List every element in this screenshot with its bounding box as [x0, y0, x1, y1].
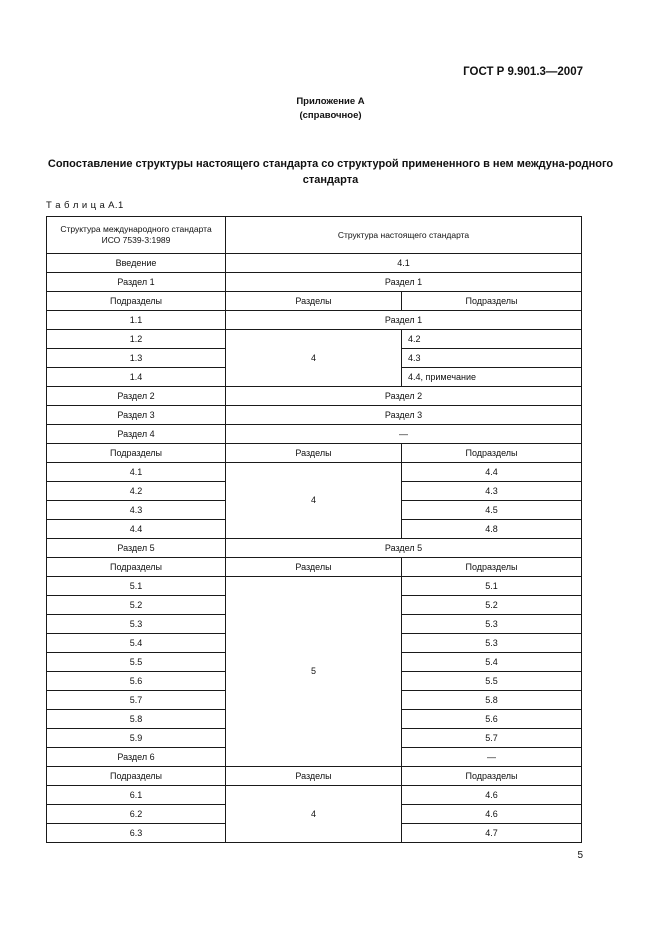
page-number: 5	[577, 850, 583, 861]
header-this-structure: Структура настоящего стандарта	[226, 217, 582, 254]
cell-this: Раздел 1	[226, 273, 582, 292]
cell-intl: 6.2	[47, 805, 226, 824]
cell-intl: 5.6	[47, 672, 226, 691]
table-row	[47, 273, 582, 292]
subheader-sections: Разделы	[226, 444, 402, 463]
cell-intl: 4.4	[47, 520, 226, 539]
cell-subsection: 5.7	[402, 729, 582, 748]
table-row	[47, 425, 582, 444]
cell-this: Раздел 3	[226, 406, 582, 425]
cell-intl: 5.5	[47, 653, 226, 672]
table-row	[47, 311, 582, 330]
table-subheader-row	[47, 292, 582, 311]
standard-code: ГОСТ Р 9.901.3—2007	[463, 66, 583, 78]
cell-intl: 1.3	[47, 349, 226, 368]
cell-subsection: 5.3	[402, 634, 582, 653]
cell-section: 5	[226, 577, 402, 767]
appendix-heading	[0, 95, 661, 123]
cell-intl: 5.1	[47, 577, 226, 596]
cell-section: 4	[226, 463, 402, 539]
cell-intl: 4.2	[47, 482, 226, 501]
cell-intl: Раздел 2	[47, 387, 226, 406]
header-intl-structure: Структура международного стандарта ИСО 7539-3:1989	[47, 217, 226, 254]
cell-this: Раздел 5	[226, 539, 582, 558]
cell-subsection: 4.2	[402, 330, 582, 349]
table-header-row	[47, 217, 582, 254]
cell-this: 4.1	[226, 254, 582, 273]
subheader-subsections: Подразделы	[47, 558, 226, 577]
subheader-subsections: Подразделы	[47, 444, 226, 463]
table-subheader-row	[47, 558, 582, 577]
cell-intl: Раздел 3	[47, 406, 226, 425]
appendix-note: (справочное)	[299, 110, 362, 121]
cell-intl: 4.1	[47, 463, 226, 482]
subheader-sections: Разделы	[226, 767, 402, 786]
cell-intl: 1.2	[47, 330, 226, 349]
table-row	[47, 577, 582, 596]
cell-intl: 5.4	[47, 634, 226, 653]
cell-subsection: 5.2	[402, 596, 582, 615]
cell-intl: 1.1	[47, 311, 226, 330]
subheader-subsections: Подразделы	[47, 292, 226, 311]
subheader-sections: Разделы	[226, 558, 402, 577]
cell-subsection: 5.4	[402, 653, 582, 672]
cell-intl: 5.3	[47, 615, 226, 634]
page-title: Сопоставление структуры настоящего стандарта со структурой примененного в нем междуна-родного стандарта	[47, 158, 614, 186]
comparison-table	[46, 216, 582, 843]
subheader-sections: Разделы	[226, 292, 402, 311]
cell-intl: 6.1	[47, 786, 226, 805]
cell-intl: Раздел 5	[47, 539, 226, 558]
subheader-subsections: Подразделы	[402, 558, 582, 577]
cell-subsection: 4.4, примечание	[402, 368, 582, 387]
cell-subsection: —	[402, 748, 582, 767]
cell-intl: 4.3	[47, 501, 226, 520]
cell-intl: 5.8	[47, 710, 226, 729]
cell-subsection: 4.8	[402, 520, 582, 539]
cell-intl: 6.3	[47, 824, 226, 843]
cell-subsection: 5.8	[402, 691, 582, 710]
cell-intl: Раздел 1	[47, 273, 226, 292]
cell-intl: Раздел 4	[47, 425, 226, 444]
table-row	[47, 387, 582, 406]
cell-this: Раздел 2	[226, 387, 582, 406]
cell-this: Раздел 1	[226, 311, 582, 330]
cell-subsection: 4.3	[402, 349, 582, 368]
table-row	[47, 330, 582, 349]
table-caption: Т а б л и ц а А.1	[46, 200, 124, 211]
table-row	[47, 463, 582, 482]
appendix-label: Приложение А	[296, 96, 365, 107]
cell-intl: 5.2	[47, 596, 226, 615]
table-row	[47, 254, 582, 273]
cell-subsection: 4.7	[402, 824, 582, 843]
table-row	[47, 786, 582, 805]
cell-subsection: 5.5	[402, 672, 582, 691]
subheader-subsections: Подразделы	[402, 767, 582, 786]
cell-intl: Раздел 6	[47, 748, 226, 767]
cell-subsection: 4.6	[402, 786, 582, 805]
table-row	[47, 406, 582, 425]
table-subheader-row	[47, 767, 582, 786]
cell-intl: 5.9	[47, 729, 226, 748]
cell-subsection: 5.3	[402, 615, 582, 634]
cell-section: 4	[226, 330, 402, 387]
cell-subsection: 4.5	[402, 501, 582, 520]
cell-subsection: 4.6	[402, 805, 582, 824]
cell-subsection: 5.6	[402, 710, 582, 729]
subheader-subsections: Подразделы	[47, 767, 226, 786]
cell-subsection: 5.1	[402, 577, 582, 596]
cell-this: —	[226, 425, 582, 444]
subheader-subsections: Подразделы	[402, 292, 582, 311]
cell-intl: 1.4	[47, 368, 226, 387]
cell-section: 4	[226, 786, 402, 843]
cell-subsection: 4.4	[402, 463, 582, 482]
subheader-subsections: Подразделы	[402, 444, 582, 463]
cell-intl: Введение	[47, 254, 226, 273]
cell-subsection: 4.3	[402, 482, 582, 501]
table-row	[47, 539, 582, 558]
table-subheader-row	[47, 444, 582, 463]
cell-intl: 5.7	[47, 691, 226, 710]
